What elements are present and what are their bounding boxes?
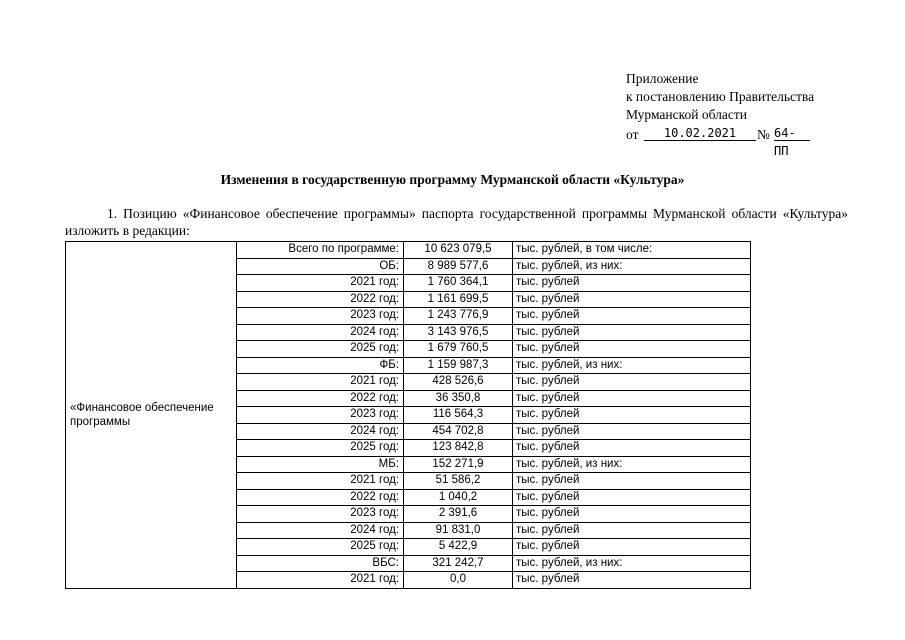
annex-block [626,70,815,158]
decree-number: 64-ПП [774,124,810,141]
row-name-cell: 2024 год: [237,522,404,539]
row-unit-cell: тыс. рублей [513,291,751,308]
row-name-cell: 2021 год: [237,473,404,490]
row-unit-cell: тыс. рублей [513,473,751,490]
row-value-cell: 0,0 [404,572,513,589]
row-unit-cell: тыс. рублей, из них: [513,357,751,374]
row-name-cell: 2023 год: [237,308,404,325]
row-value-cell: 152 271,9 [404,456,513,473]
row-unit-cell: тыс. рублей [513,489,751,506]
row-unit-cell: тыс. рублей [513,324,751,341]
financing-table [65,241,751,589]
annex-date-line [626,124,814,158]
row-name-cell: 2025 год: [237,440,404,457]
row-name-cell: 2022 год: [237,489,404,506]
number-sign: № [757,127,770,142]
row-name-cell: ОБ: [237,258,404,275]
row-name-cell: 2024 год: [237,324,404,341]
row-value-cell: 8 989 577,6 [404,258,513,275]
row-value-cell: 116 564,3 [404,407,513,424]
annex-line-3: Мурманской области [626,107,747,122]
row-value-cell: 321 242,7 [404,555,513,572]
row-unit-cell: тыс. рублей [513,423,751,440]
row-value-cell: 1 161 699,5 [404,291,513,308]
row-name-cell: Всего по программе: [237,242,404,259]
row-value-cell: 123 842,8 [404,440,513,457]
row-unit-cell: тыс. рублей [513,308,751,325]
row-value-cell: 1 159 987,3 [404,357,513,374]
row-unit-cell: тыс. рублей [513,407,751,424]
row-name-cell: 2022 год: [237,291,404,308]
intro-paragraph: 1. Позицию «Финансовое обеспечение программы» паспорта государственной программы Мурманской области «Культура» изложить в редакции: [65,206,848,238]
row-unit-cell: тыс. рублей [513,506,751,523]
row-value-cell: 454 702,8 [404,423,513,440]
row-value-cell: 1 243 776,9 [404,308,513,325]
row-name-cell: 2021 год: [237,275,404,292]
row-name-cell: 2021 год: [237,572,404,589]
row-value-cell: 5 422,9 [404,539,513,556]
row-value-cell: 1 679 760,5 [404,341,513,358]
row-unit-cell: тыс. рублей [513,275,751,292]
decree-date: 10.02.2021 [644,124,756,141]
financing-label-cell: «Финансовое обеспечение программы [66,242,237,589]
row-name-cell: МБ: [237,456,404,473]
row-value-cell: 2 391,6 [404,506,513,523]
row-value-cell: 1 040,2 [404,489,513,506]
document-title: Изменения в государственную программу Мурманской области «Культура» [220,172,685,187]
from-label: от [626,127,639,142]
row-unit-cell: тыс. рублей [513,374,751,391]
row-unit-cell: тыс. рублей, в том числе: [513,242,751,259]
row-name-cell: 2024 год: [237,423,404,440]
row-value-cell: 1 760 364,1 [404,275,513,292]
row-unit-cell: тыс. рублей [513,341,751,358]
row-value-cell: 3 143 976,5 [404,324,513,341]
table-row [66,242,751,259]
row-unit-cell: тыс. рублей, из них: [513,258,751,275]
row-value-cell: 36 350,8 [404,390,513,407]
row-value-cell: 10 623 079,5 [404,242,513,259]
row-name-cell: 2021 год: [237,374,404,391]
annex-line-1: Приложение [626,71,699,86]
row-value-cell: 428 526,6 [404,374,513,391]
row-unit-cell: тыс. рублей [513,572,751,589]
row-value-cell: 91 831,0 [404,522,513,539]
row-unit-cell: тыс. рублей [513,539,751,556]
row-unit-cell: тыс. рублей, из них: [513,456,751,473]
row-name-cell: 2025 год: [237,341,404,358]
row-value-cell: 51 586,2 [404,473,513,490]
row-name-cell: ВБС: [237,555,404,572]
row-unit-cell: тыс. рублей [513,522,751,539]
row-unit-cell: тыс. рублей [513,440,751,457]
row-name-cell: ФБ: [237,357,404,374]
row-name-cell: 2025 год: [237,539,404,556]
row-name-cell: 2023 год: [237,407,404,424]
row-unit-cell: тыс. рублей [513,390,751,407]
row-name-cell: 2023 год: [237,506,404,523]
row-unit-cell: тыс. рублей, из них: [513,555,751,572]
annex-line-2: к постановлению Правительства [626,89,815,104]
row-name-cell: 2022 год: [237,390,404,407]
